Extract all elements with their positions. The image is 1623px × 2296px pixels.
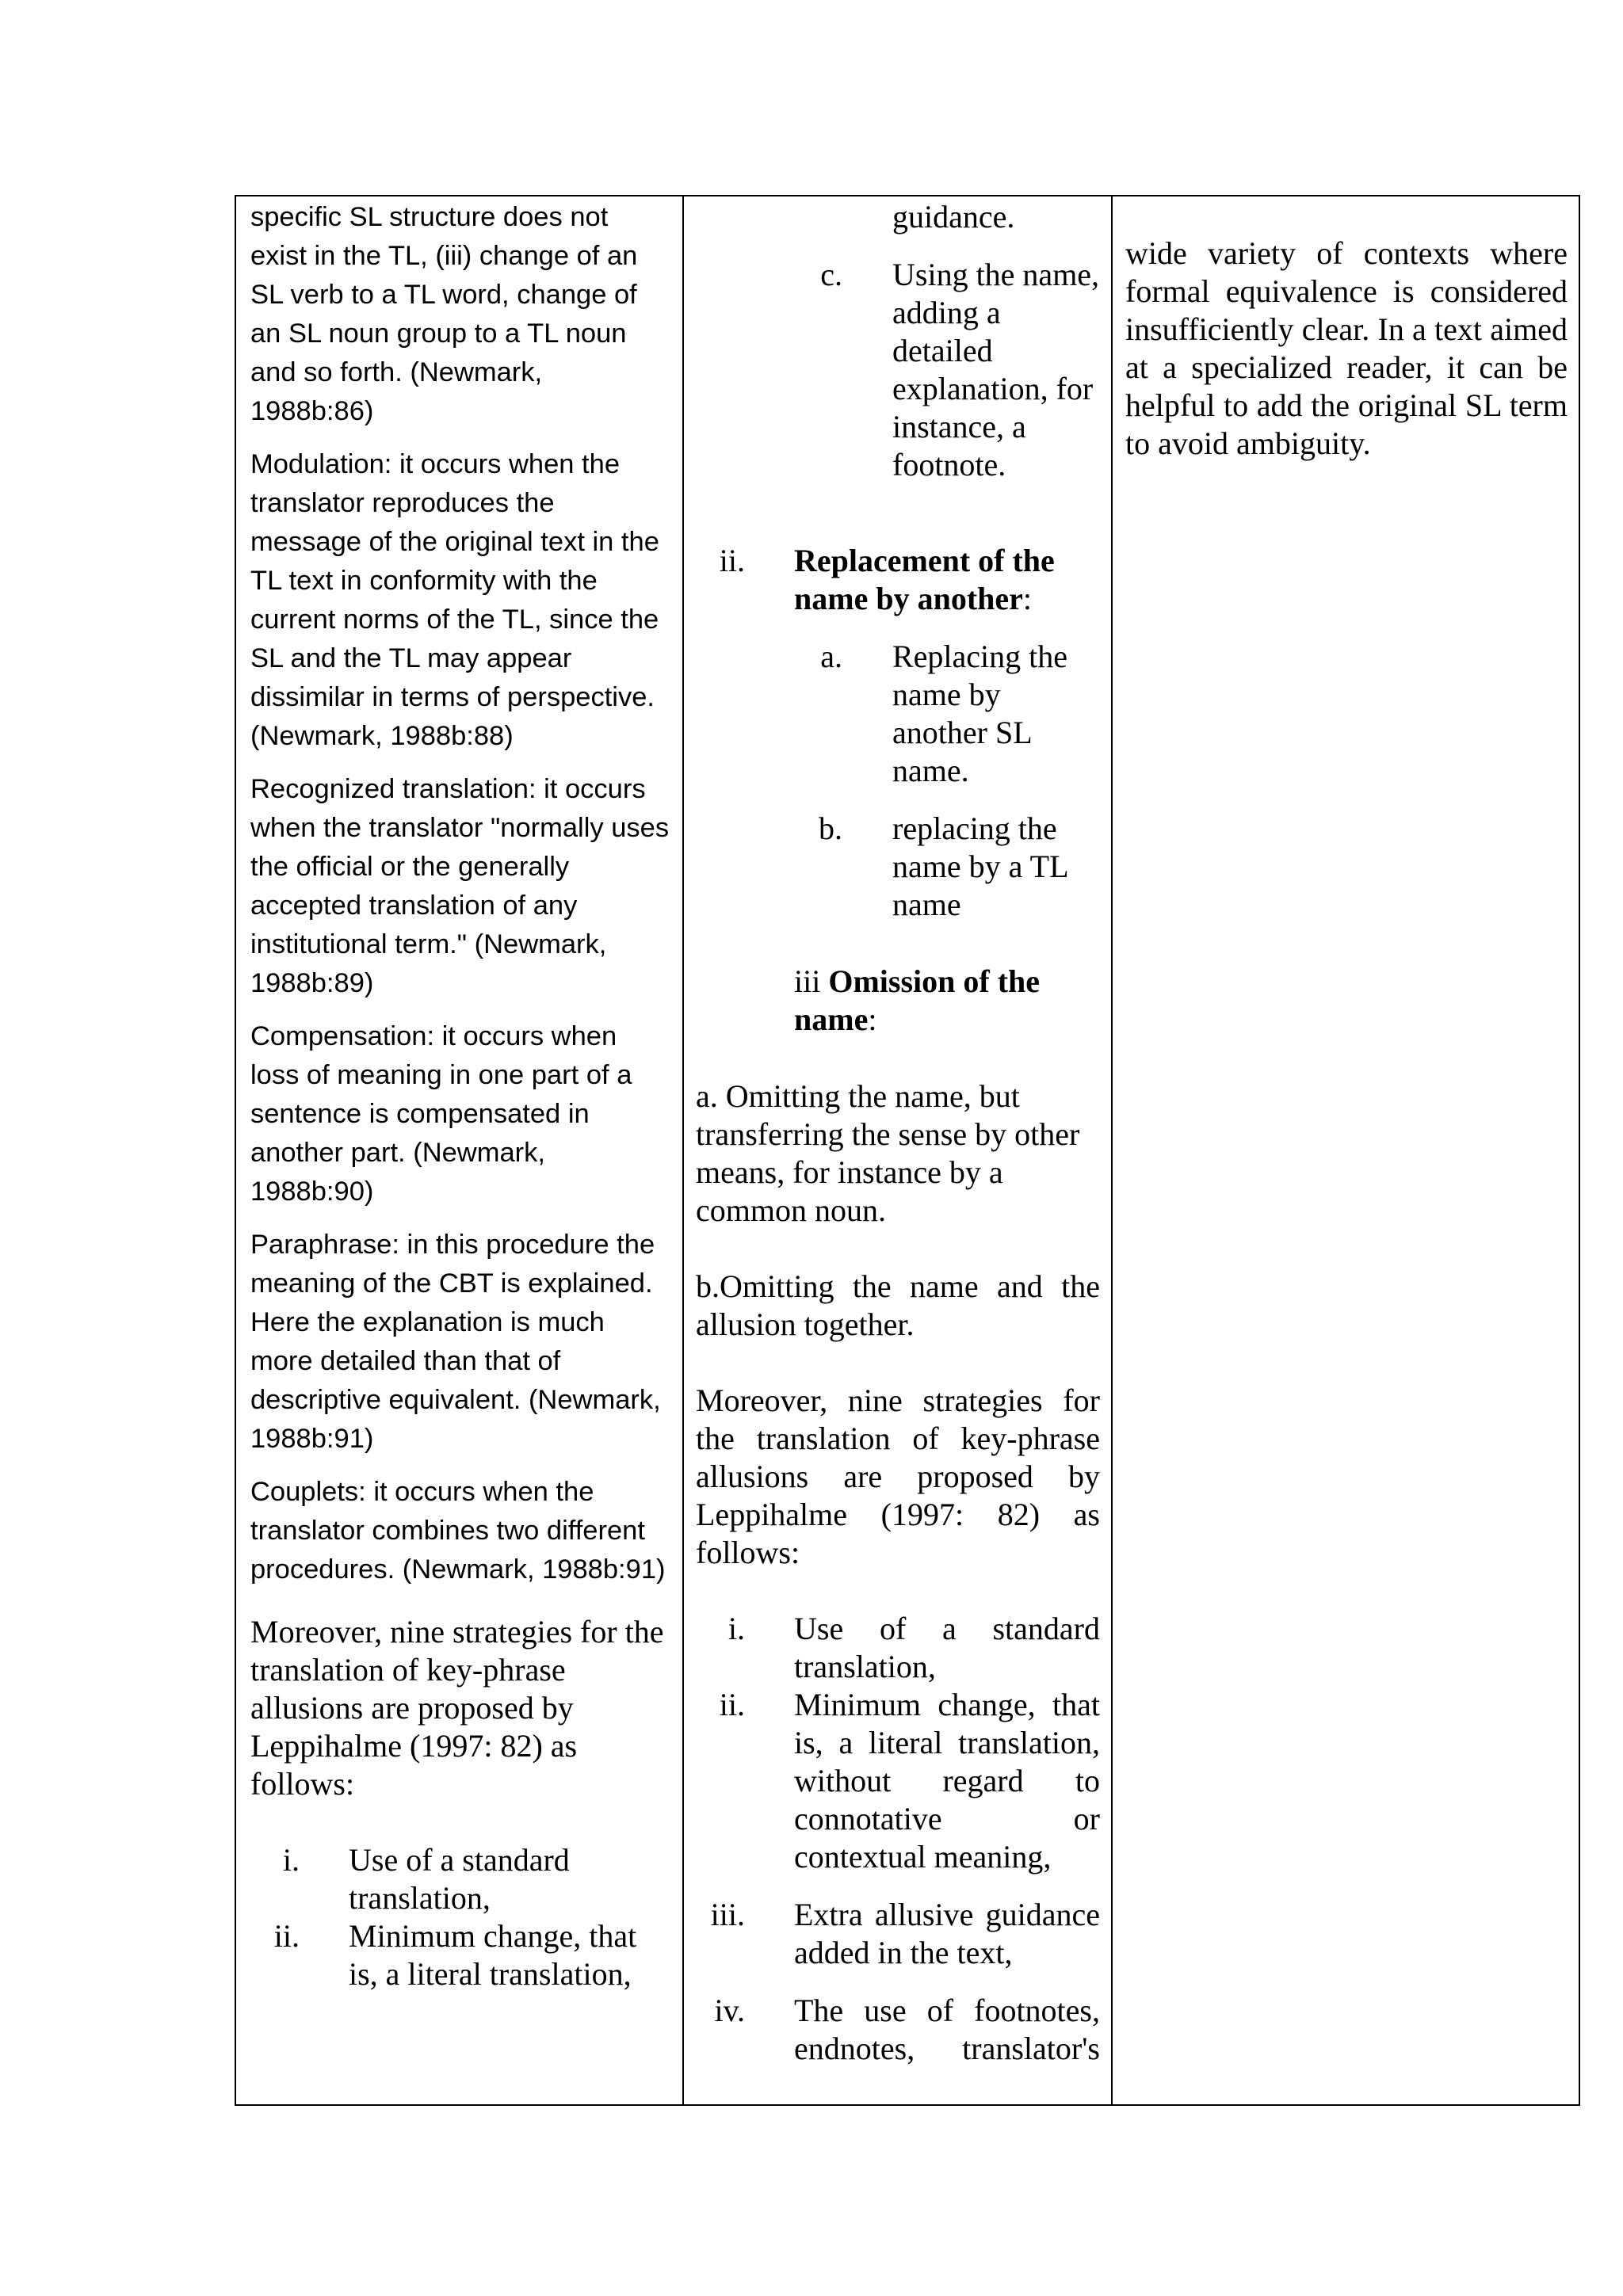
column-divider (682, 196, 684, 2104)
paragraph: wide variety of contexts where formal equivalence is considered insufficiently clear. In a text aimed at a specialized reader, it can be helpful to add the original SL term to avoid ambiguity. (1125, 235, 1568, 461)
table-column-3 (1125, 196, 1568, 463)
list-number: c. (820, 257, 842, 292)
list-text (794, 542, 1100, 618)
table-column-1 (250, 196, 670, 1993)
list-number: b. (819, 810, 842, 846)
column-divider (1111, 196, 1113, 2104)
colon: : (1022, 581, 1033, 616)
list-item (696, 1610, 1100, 1686)
list-number: ii. (719, 1687, 745, 1722)
paragraph-moreover: Moreover, nine strategies for the translation of key-phrase allusions are proposed by Leppihalme (1997: 82) as follows: (696, 1383, 1100, 1570)
list-item (696, 1992, 1100, 2068)
list-text: Use of a standard translation, (794, 1611, 1100, 1684)
list-text: Minimum change, that is, a literal translation, (349, 1918, 637, 1992)
list-item (696, 1896, 1100, 1972)
heading-omission: Omission of the name (794, 963, 1041, 1037)
paragraph: specific SL structure does not exist in the TL, (iii) change of an SL verb to a TL word, change of an SL noun group to a TL noun and so forth. (Newmark, 1988b:86) (250, 202, 638, 426)
content-table (235, 195, 1580, 2106)
paragraph-omit-b: b.Omitting the name and the allusion together. (696, 1268, 1100, 1342)
paragraph-modulation: Modulation: it occurs when the translator reproduces the message of the original text in the TL text in conformity with the current norms of the TL, since the SL and the TL may appear dissimilar in terms of perspective. (Newmark, 1988b:88) (250, 449, 659, 751)
text-guidance: guidance. (892, 199, 1015, 235)
list-item (696, 256, 1100, 484)
paragraph-paraphrase: Paraphrase: in this procedure the meaning of the CBT is explained. Here the explanation is much more detailed than that of descriptive equivalent. (Newmark, 1988b:91) (250, 1230, 661, 1454)
heading-replacement: Replacement of the name by another (794, 543, 1055, 616)
list-item (696, 638, 1100, 790)
paragraph-omit-a: a. Omitting the name, but transferring the sense by other means, for instance by a common noun. (696, 1078, 1080, 1228)
heading-omission-line (794, 963, 1100, 1039)
paragraph-compensation: Compensation: it occurs when loss of meaning in one part of a sentence is compensated in another part. (Newmark, 1988b:90) (250, 1021, 632, 1207)
list-text: replacing the name by a TL name (892, 810, 1068, 922)
paragraph-recognized-translation: Recognized translation: it occurs when the translator "normally uses the official or the generally accepted translation of any institutional term." (Newmark, 1988b:89) (250, 774, 670, 998)
list-item (696, 810, 1100, 924)
list-item (696, 1686, 1100, 1876)
list-text: Use of a standard translation, (349, 1842, 570, 1916)
list-item (250, 1841, 670, 1917)
list-number: a. (820, 639, 842, 674)
list-number: ii. (273, 1918, 300, 1954)
list-text: Extra allusive guidance added in the text, (794, 1897, 1100, 1970)
list-text: The use of footnotes, endnotes, translator's (794, 1993, 1100, 2066)
list-number: iii (794, 963, 829, 999)
list-number: iii. (710, 1897, 745, 1932)
list-item (250, 1917, 670, 1993)
list-text: Using the name, adding a detailed explanation, for instance, a footnote. (892, 257, 1100, 482)
paragraph-moreover: Moreover, nine strategies for the translation of key-phrase allusions are proposed by Leppihalme (1997: 82) as follows: (250, 1614, 664, 1802)
colon: : (868, 1001, 877, 1037)
list-item (696, 542, 1100, 618)
list-text: Replacing the name by another SL name. (892, 639, 1068, 788)
table-column-2 (696, 196, 1100, 2068)
list-number: ii. (719, 543, 745, 578)
list-number: i. (282, 1842, 300, 1878)
list-number: iv. (714, 1993, 745, 2028)
list-number: i. (727, 1611, 745, 1646)
paragraph-couplets: Couplets: it occurs when the translator combines two different procedures. (Newmark, 1988b:91) (250, 1477, 666, 1585)
list-text: Minimum change, that is, a literal translation, without regard to connotative or contextual meaning, (794, 1687, 1100, 1875)
